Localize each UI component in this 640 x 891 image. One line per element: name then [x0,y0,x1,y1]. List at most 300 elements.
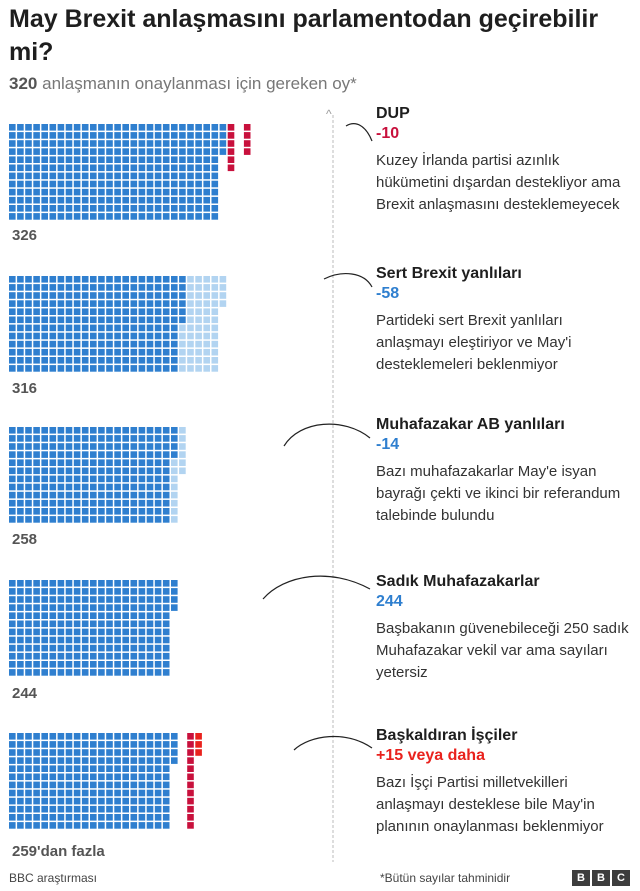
vote-square [90,798,97,805]
vote-square [98,749,105,756]
vote-square [74,349,81,356]
vote-square [163,148,170,155]
vote-square [74,124,81,131]
vote-square [90,333,97,340]
vote-square [98,308,105,315]
vote-square [17,516,24,523]
vote-square [82,124,89,131]
lost-vote-square [203,349,210,356]
vote-square [74,645,81,652]
vote-square [25,500,32,507]
vote-square [163,604,170,611]
vote-square [212,197,219,204]
vote-square [98,484,105,491]
vote-square [106,765,113,772]
vote-square [9,213,16,220]
vote-square [33,165,40,172]
vote-square [50,124,57,131]
vote-square [25,629,32,636]
vote-square [155,173,162,180]
vote-square [187,165,194,172]
lost-vote-square [179,451,186,458]
vote-square [50,612,57,619]
vote-square [98,822,105,829]
vote-square [9,173,16,180]
lost-vote-square [179,459,186,466]
vote-square [58,596,65,603]
vote-square [139,733,146,740]
extra-vote-square [187,774,194,781]
vote-square [114,637,121,644]
lost-vote-square [171,508,178,515]
vote-square [9,500,16,507]
vote-square [171,173,178,180]
vote-square [82,468,89,475]
vote-square [114,427,121,434]
vote-square [122,459,129,466]
vote-square [155,492,162,499]
vote-square [106,468,113,475]
vote-square [122,349,129,356]
lost-vote-square [203,300,210,307]
annotation-dup [376,104,634,216]
vote-square [122,189,129,196]
vote-square [74,284,81,291]
vote-square [17,604,24,611]
vote-square [74,500,81,507]
vote-square [25,317,32,324]
vote-square [114,140,121,147]
vote-square [195,189,202,196]
vote-square [9,451,16,458]
vote-square [187,156,194,163]
vote-square [171,132,178,139]
vote-square [58,822,65,829]
vote-square [41,492,48,499]
vote-square [17,749,24,756]
vote-square [106,604,113,611]
vote-square [58,341,65,348]
vote-square [147,357,154,364]
vote-square [9,148,16,155]
vote-square [98,427,105,434]
vote-square [171,580,178,587]
vote-square [139,459,146,466]
vote-square [82,189,89,196]
vote-square [131,189,138,196]
vote-square [66,459,73,466]
vote-square [41,798,48,805]
vote-square [41,205,48,212]
vote-square [98,653,105,660]
vote-square [41,637,48,644]
vote-square [25,451,32,458]
vote-square [179,124,186,131]
vote-square [82,156,89,163]
lost-vote-square [212,325,219,332]
vote-square [163,284,170,291]
lost-vote-square [179,349,186,356]
vote-square [114,596,121,603]
vote-square [17,492,24,499]
group-description: Partideki sert Brexit yanlıları anlaşmayı eleştiriyor ve May'i desteklemeleri beklenmiyor [376,312,572,373]
vote-square [131,468,138,475]
vote-square [122,205,129,212]
vote-square [163,774,170,781]
vote-square [122,365,129,372]
vote-square [74,156,81,163]
vote-square [171,757,178,764]
vote-square [139,637,146,644]
vote-square [50,588,57,595]
vote-square [50,156,57,163]
vote-square [147,765,154,772]
vote-square [9,757,16,764]
vote-square [122,629,129,636]
vote-square [66,443,73,450]
vote-square [155,468,162,475]
vote-square [50,765,57,772]
vote-square [90,165,97,172]
group-total-loyal: 244 [12,685,38,702]
vote-square [58,580,65,587]
vote-square [155,156,162,163]
vote-square [114,806,121,813]
vote-square [147,790,154,797]
vote-square [122,661,129,668]
vote-square [50,757,57,764]
vote-square [98,757,105,764]
vote-square [147,148,154,155]
vote-square [50,284,57,291]
vote-square [163,782,170,789]
vote-square [9,621,16,628]
vote-square [122,357,129,364]
vote-square [74,468,81,475]
vote-square [50,333,57,340]
vote-square [41,596,48,603]
vote-square [155,124,162,131]
vote-square [66,284,73,291]
vote-square [171,124,178,131]
vote-square [9,612,16,619]
vote-square [74,516,81,523]
vote-square [195,205,202,212]
vote-square [17,782,24,789]
vote-square [50,205,57,212]
vote-square [17,132,24,139]
lost-vote-square [220,284,227,291]
vote-square [25,790,32,797]
vote-square [66,205,73,212]
vote-square [131,317,138,324]
vote-square [171,317,178,324]
vote-square [74,798,81,805]
vote-square [155,612,162,619]
vote-square [58,165,65,172]
vote-square [163,365,170,372]
vote-square [17,774,24,781]
vote-square [114,476,121,483]
vote-square [17,612,24,619]
vote-square [90,814,97,821]
vote-square [179,181,186,188]
vote-square [50,782,57,789]
vote-square [90,645,97,652]
vote-square [66,492,73,499]
vote-square [139,325,146,332]
vote-square [106,822,113,829]
connector-arrow [284,424,370,446]
lost-vote-square [179,365,186,372]
vote-square [66,468,73,475]
vote-square [155,814,162,821]
vote-square [155,580,162,587]
vote-square [41,476,48,483]
vote-square [58,765,65,772]
vote-square [25,156,32,163]
lost-vote-square [171,468,178,475]
vote-square [139,669,146,676]
lost-vote-square [212,308,219,315]
vote-square [17,443,24,450]
vote-square [33,365,40,372]
vote-square [179,173,186,180]
extra-vote-square [187,798,194,805]
vote-square [179,284,186,291]
vote-square [9,798,16,805]
vote-square [33,317,40,324]
vote-square [98,276,105,283]
vote-square [9,661,16,668]
vote-square [90,596,97,603]
vote-square [139,580,146,587]
lost-vote-square [179,427,186,434]
vote-square [122,292,129,299]
vote-square [155,357,162,364]
vote-square [147,806,154,813]
vote-square [98,365,105,372]
vote-square [106,213,113,220]
connector-arrow [324,274,372,287]
vote-square [50,349,57,356]
vote-square [74,333,81,340]
vote-square [74,806,81,813]
vote-square [163,468,170,475]
vote-square [17,173,24,180]
vote-square [41,443,48,450]
vote-square [106,276,113,283]
group-header: Muhafazakar AB yanlıları [376,416,565,433]
vote-square [50,637,57,644]
vote-square [41,621,48,628]
vote-square [106,661,113,668]
vote-square [9,181,16,188]
vote-square [122,308,129,315]
vote-square [147,621,154,628]
vote-square [122,782,129,789]
vote-square [147,276,154,283]
vote-square [41,156,48,163]
vote-square [163,596,170,603]
vote-square [50,596,57,603]
vote-square [106,749,113,756]
vote-square [131,774,138,781]
extra-vote-square [187,822,194,829]
vote-square [187,173,194,180]
group-change: -14 [376,436,400,453]
vote-square [139,653,146,660]
vote-square [114,653,121,660]
vote-square [9,165,16,172]
vote-square [82,300,89,307]
lost-vote-square [195,284,202,291]
vote-square [66,782,73,789]
lost-vote-square [187,333,194,340]
vote-square [82,349,89,356]
connector-arrow [346,124,372,141]
vote-square [122,451,129,458]
vote-square [122,621,129,628]
vote-square [33,213,40,220]
vote-square [41,435,48,442]
vote-square [98,476,105,483]
vote-square [41,516,48,523]
vote-square [17,588,24,595]
vote-square [155,516,162,523]
vote-square [179,308,186,315]
vote-square [50,790,57,797]
vote-square [17,765,24,772]
vote-square [25,165,32,172]
vote-square [171,435,178,442]
vote-square [179,140,186,147]
vote-square [114,284,121,291]
lost-vote-square [203,365,210,372]
vote-square [41,733,48,740]
vote-square [33,459,40,466]
vote-square [171,365,178,372]
vote-square [50,300,57,307]
vote-square [58,806,65,813]
lost-vote-square [203,317,210,324]
vote-square [131,757,138,764]
vote-square [90,132,97,139]
vote-square [25,308,32,315]
vote-square [147,308,154,315]
vote-square [122,604,129,611]
vote-square [155,435,162,442]
vote-square [50,451,57,458]
vote-square [122,341,129,348]
vote-square [114,588,121,595]
vote-square [155,790,162,797]
vote-square [203,181,210,188]
vote-square [106,333,113,340]
vote-square [147,173,154,180]
vote-square [82,774,89,781]
vote-square [58,451,65,458]
vote-square [122,516,129,523]
vote-square [106,612,113,619]
vote-square [163,500,170,507]
vote-square [106,459,113,466]
vote-square [41,132,48,139]
vote-square [9,317,16,324]
vote-square [155,276,162,283]
vote-square [74,292,81,299]
vote-square [212,148,219,155]
vote-square [41,173,48,180]
vote-square [17,798,24,805]
vote-square [122,653,129,660]
vote-square [106,341,113,348]
lost-vote-square [187,317,194,324]
lost-vote-square [187,308,194,315]
vote-square [106,774,113,781]
vote-square [82,173,89,180]
vote-square [195,181,202,188]
vote-square [41,661,48,668]
vote-square [155,451,162,458]
vote-square [98,733,105,740]
vote-square [147,181,154,188]
vote-square [114,741,121,748]
vote-square [195,148,202,155]
vote-square [155,774,162,781]
vote-square [66,341,73,348]
lost-vote-square [228,140,235,147]
vote-square [66,165,73,172]
vote-square [122,148,129,155]
vote-square [74,317,81,324]
vote-square [58,459,65,466]
vote-square [17,148,24,155]
footnote: *Bütün sayılar tahminidir [380,871,511,885]
vote-square [66,292,73,299]
vote-square [155,365,162,372]
vote-square [82,500,89,507]
vote-square [131,435,138,442]
vote-square [139,317,146,324]
lost-vote-square [212,284,219,291]
vote-square [122,612,129,619]
vote-square [114,765,121,772]
vote-square [17,653,24,660]
vote-square [131,637,138,644]
vote-square [82,197,89,204]
vote-square [98,588,105,595]
vote-square [98,317,105,324]
vote-square [82,806,89,813]
vote-square [147,459,154,466]
vote-square [98,637,105,644]
vote-square [114,604,121,611]
lost-vote-square [195,341,202,348]
vote-square [82,459,89,466]
vote-square [90,365,97,372]
vote-square [114,790,121,797]
vote-square [155,325,162,332]
vote-square [41,669,48,676]
vote-square [220,140,227,147]
vote-square [33,349,40,356]
vote-square [17,181,24,188]
extra-vote-square [195,749,202,756]
vote-square [147,596,154,603]
vote-square [82,365,89,372]
vote-square [33,148,40,155]
